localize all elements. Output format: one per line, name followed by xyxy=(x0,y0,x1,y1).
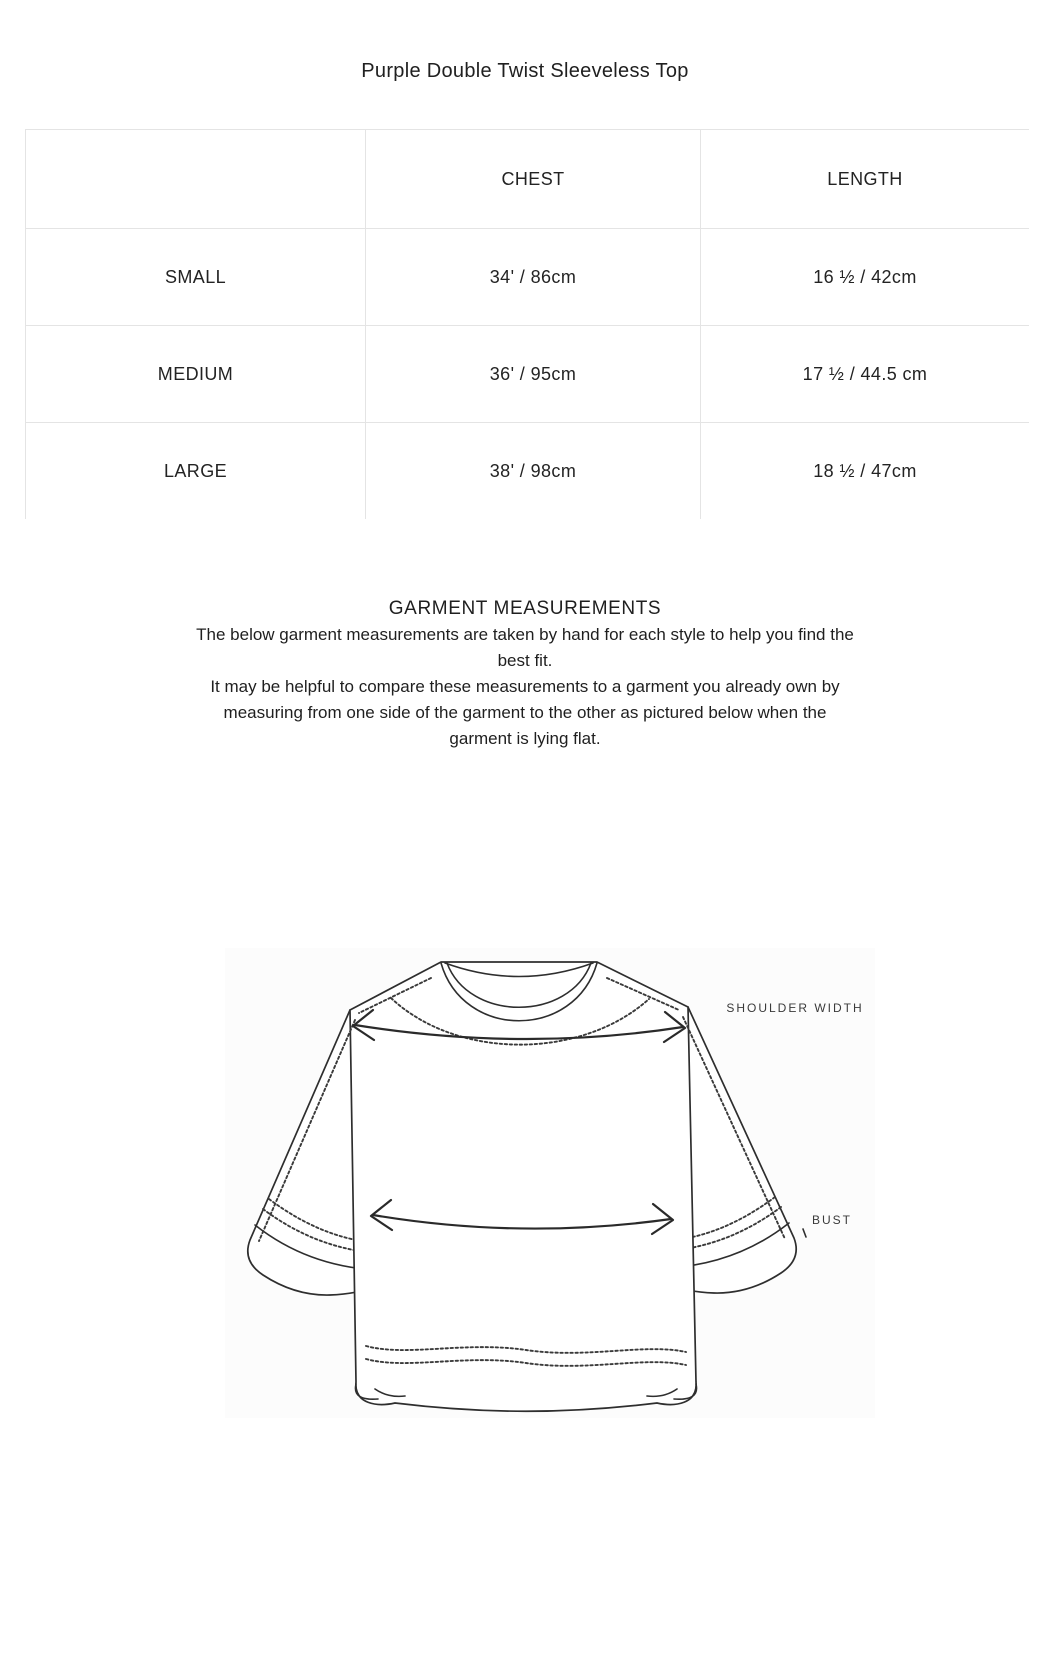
chest-value: 36' / 95cm xyxy=(366,326,701,423)
length-value: 18 ½ / 47cm xyxy=(701,423,1030,520)
length-value: 16 ½ / 42cm xyxy=(701,229,1030,326)
page-title: Purple Double Twist Sleeveless Top xyxy=(361,60,689,82)
chest-value: 38' / 98cm xyxy=(366,423,701,520)
header-length-cell: LENGTH xyxy=(701,130,1030,229)
bust-label: BUST xyxy=(811,1213,853,1227)
size-label: LARGE xyxy=(26,423,366,520)
size-label: SMALL xyxy=(26,229,366,326)
length-value: 17 ½ / 44.5 cm xyxy=(701,326,1030,423)
garment-measurements-heading: GARMENT MEASUREMENTS xyxy=(388,598,662,619)
tick-mark xyxy=(803,1229,806,1237)
table-row-small xyxy=(26,229,1030,326)
measurements-paragraph-2: It may be helpful to compare these measurements to a garment you already own by measuring from one side of the garment to the other as pictured below when the garment is lying flat. xyxy=(210,677,840,748)
table-row-medium xyxy=(26,326,1030,423)
header-size-cell xyxy=(26,130,366,229)
chest-value: 34' / 86cm xyxy=(366,229,701,326)
shoulder-width-label: SHOULDER WIDTH xyxy=(726,1001,864,1015)
size-chart-table xyxy=(25,129,1029,519)
tshirt-diagram-svg xyxy=(225,948,875,1418)
garment-measurements-section xyxy=(0,596,1050,752)
table-row-large xyxy=(26,423,1030,520)
size-chart xyxy=(25,129,1029,519)
measurements-paragraph-1: The below garment measurements are taken by hand for each style to help you find the best fit. xyxy=(196,625,854,670)
tshirt-body xyxy=(350,962,697,1411)
size-chart-header-row xyxy=(26,130,1030,229)
header-chest-cell: CHEST xyxy=(366,130,701,229)
size-label: MEDIUM xyxy=(26,326,366,423)
garment-diagram xyxy=(225,948,875,1418)
